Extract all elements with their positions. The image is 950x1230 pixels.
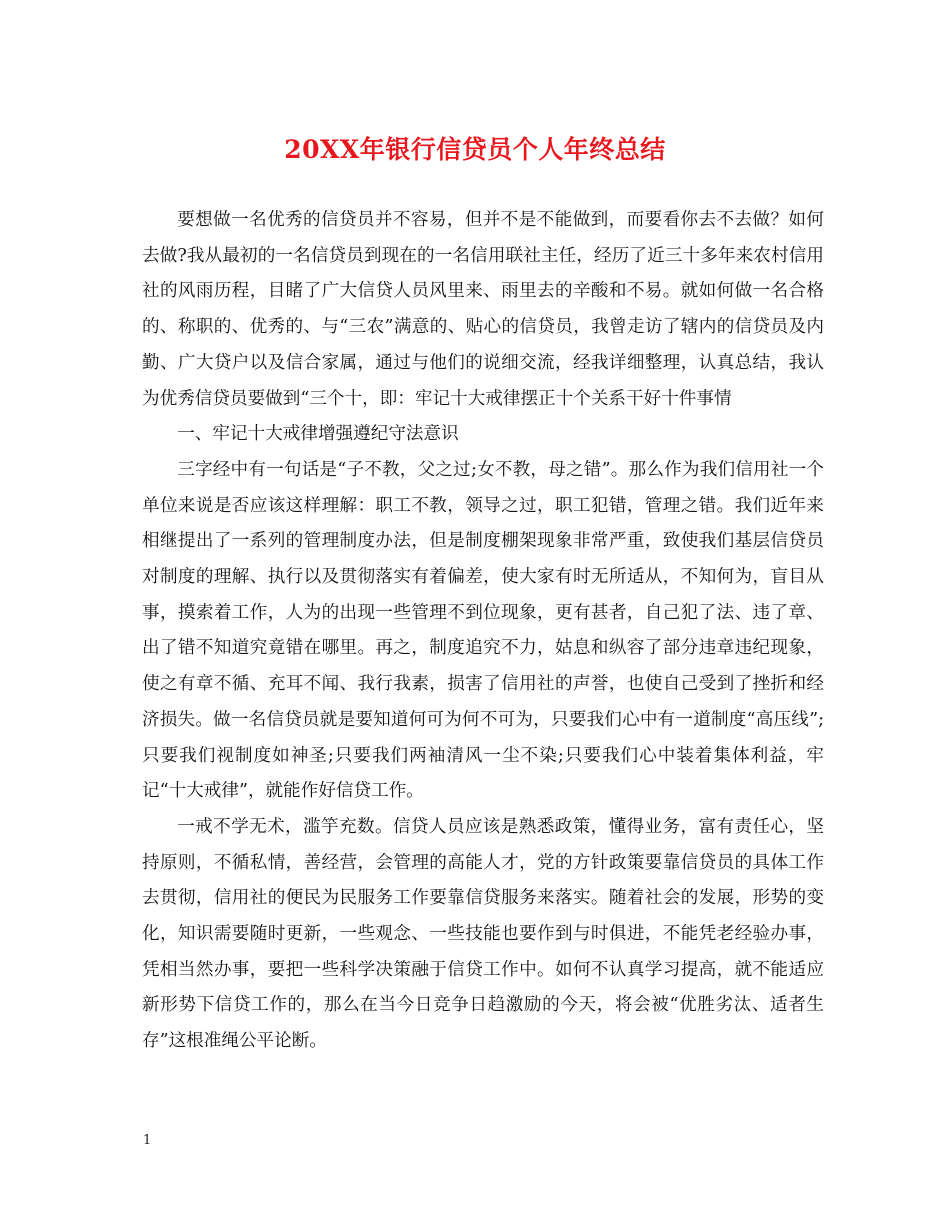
intro-paragraph: 要想做一名优秀的信贷员并不容易，但并不是不能做到，而要看你去不去做？如何去做?我从最初的一名信贷员到现在的一名信用联社主任，经历了近三十多年来农村信用社的风雨历程，目睹了广大信贷人员风里来、雨里去的辛酸和不易。就如何做一名合格的、称职的、优秀的、与“三农”满意的、贴心的信贷员，我曾走访了辖内的信贷员及内勤、广大贷户以及信合家属，通过与他们的说细交流，经我详细整理，认真总结，我认为优秀信贷员要做到“三个十，即：牢记十大戒律摆正十个关系干好十件事情 [142, 210, 824, 409]
body-paragraph: 一戒不学无术，滥竽充数。信贷人员应该是熟悉政策，懂得业务，富有责任心，坚持原则，不循私情，善经营，会管理的高能人才，党的方针政策要靠信贷员的具体工作去贯彻，信用社的便民为民服务工作要靠信贷服务来落实。随着社会的发展，形势的变化，知识需要随时更新，一些观念、一些技能也要作到与时俱进，不能凭老经验办事，凭相当然办事，要把一些科学决策融于信贷工作中。如何不认真学习提高，就不能适应新形势下信贷工作的，那么在当今日竞争日趋激励的今天，将会被“优胜劣汰、适者生存”这根准绳公平论断。 [142, 816, 824, 1052]
document-body [142, 203, 824, 1060]
section-heading: 一、牢记十大戒律增强遵纪守法意识 [177, 424, 459, 445]
body-paragraph: 三字经中有一句话是“子不教，父之过;女不教，母之错”。那么作为我们信用社一个单位来说是否应该这样理解：职工不教，领导之过，职工犯错，管理之错。我们近年来相继提出了一系列的管理制度办法，但是制度棚架现象非常严重，致使我们基层信贷员对制度的理解、执行以及贯彻落实有着偏差，使大家有时无所适从，不知何为，盲目从事，摸索着工作，人为的出现一些管理不到位现象，更有甚者，自己犯了法、违了章、出了错不知道究竟错在哪里。再之，制度追究不力，姑息和纵容了部分违章违纪现象，使之有章不循、充耳不闻、我行我素，损害了信用社的声誉，也使自己受到了挫折和经济损失。做一名信贷员就是要知道何可为何不可为，只要我们心中有一道制度“高压线”;只要我们视制度如神圣;只要我们两袖清风一尘不染;只要我们心中装着集体利益，牢记“十大戒律”，就能作好信贷工作。 [142, 459, 824, 802]
page-number: 1 [143, 1133, 152, 1148]
document-title: 20XX年银行信贷员个人年终总结 [284, 135, 666, 164]
